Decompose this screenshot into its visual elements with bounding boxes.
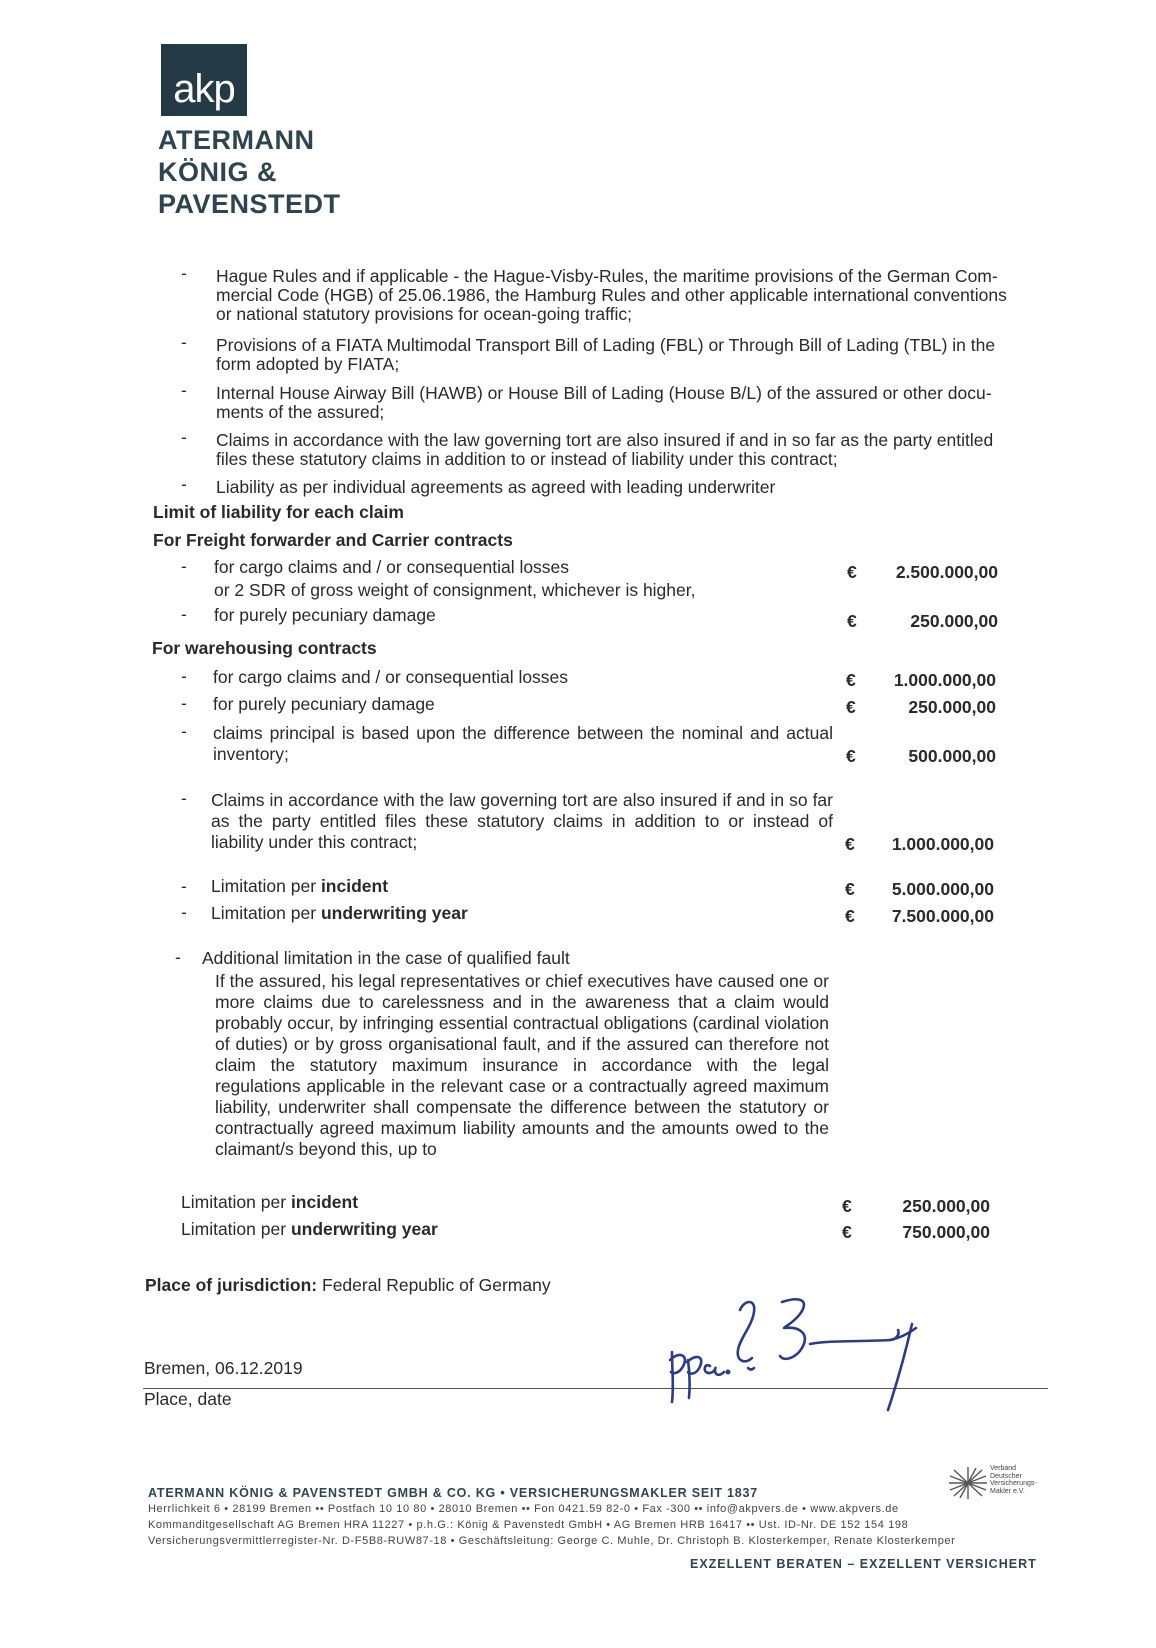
footer-management: Versicherungsvermittlerregister-Nr. D-F5B8-RUW87-18 • Geschäftsleitung: George C. Muhle, Dr. Christoph B. Klosterkemper, Renate Klosterkemper bbox=[148, 1535, 956, 1547]
bullet-dash: - bbox=[181, 474, 187, 494]
amount: 5.000.000,00 bbox=[891, 879, 994, 899]
limitation-prefix: Limitation per bbox=[181, 1219, 287, 1239]
bullet-dash: - bbox=[181, 876, 187, 896]
bullet-line: files these statutory claims in addition to or instead of liability under this contract; bbox=[216, 449, 838, 469]
bullet-dash: - bbox=[181, 427, 187, 447]
handwritten-signature bbox=[660, 1290, 960, 1420]
association-line: Makler e.V. bbox=[990, 1487, 1025, 1495]
freight-item-line: for cargo claims and / or consequential losses bbox=[214, 557, 570, 577]
bullet-line: Internal House Airway Bill (HAWB) or House Bill of Lading (House B/L) of the assured or other docu- bbox=[216, 383, 992, 403]
logo-mark: akp bbox=[173, 67, 235, 111]
warehouse-item-text: for purely pecuniary damage bbox=[213, 694, 435, 714]
bullet-line: form adopted by FIATA; bbox=[216, 354, 400, 374]
bullet-line: Claims in accordance with the law governing tort are also insured if and in so far as the party entitled bbox=[216, 430, 994, 450]
association-line: Versicherungs- bbox=[990, 1480, 1037, 1487]
warehouse-item-text: Claims in accordance with the law governing tort are also insured if and in so far as the party entitled files these statutory claims in addition to or instead of liability under this contract; bbox=[211, 790, 833, 852]
euro-symbol: € bbox=[846, 670, 856, 690]
bullet-dash: - bbox=[181, 693, 187, 713]
bullet-dash: - bbox=[175, 947, 181, 967]
logo-name-line: PAVENSTEDT bbox=[158, 189, 341, 219]
limitation-bold: incident bbox=[320, 876, 389, 896]
limitation-year bbox=[211, 903, 468, 923]
bullet-dash: - bbox=[181, 902, 187, 922]
limitation-incident bbox=[211, 876, 388, 896]
footer-address: Herrlichkeit 6 • 28199 Bremen •• Postfach 10 10 80 • 28010 Bremen •• Fon 0421.59 82-0 • Fax -300 •• info@akpvers.de • www.akpvers.de bbox=[148, 1503, 899, 1515]
amount: 7.500.000,00 bbox=[891, 906, 994, 926]
bullet-line: or national statutory provisions for ocean-going traffic; bbox=[216, 304, 633, 324]
limitation-bold: underwriting year bbox=[290, 1219, 438, 1239]
signature-prefix bbox=[999, 1600, 1001, 1620]
bullet-line: Hague Rules and if applicable - the Hague-Visby-Rules, the maritime provisions of the German Com- bbox=[216, 266, 998, 286]
jurisdiction-value: Federal Republic of Germany bbox=[322, 1275, 551, 1295]
amount: 1.000.000,00 bbox=[891, 834, 994, 854]
euro-symbol: € bbox=[846, 746, 856, 766]
euro-symbol: € bbox=[846, 697, 856, 717]
euro-symbol: € bbox=[845, 834, 855, 854]
footer-company: ATERMANN KÖNIG & PAVENSTEDT GMBH & CO. KG • VERSICHERUNGSMAKLER SEIT 1837 bbox=[148, 1486, 759, 1500]
bullet-dash: - bbox=[181, 332, 187, 352]
euro-symbol: € bbox=[847, 611, 857, 631]
freight-heading: For Freight forwarder and Carrier contracts bbox=[153, 530, 513, 550]
warehouse-item-text: claims principal is based upon the difference between the nominal and actual inventory; bbox=[213, 723, 833, 764]
euro-symbol: € bbox=[845, 879, 855, 899]
euro-symbol: € bbox=[842, 1196, 852, 1216]
bullet-dash: - bbox=[181, 666, 187, 686]
bullet-dash: - bbox=[181, 788, 187, 808]
amount: 250.000,00 bbox=[910, 611, 998, 631]
freight-item-line: or 2 SDR of gross weight of consignment, whichever is higher, bbox=[214, 580, 696, 600]
fault-limitation-year bbox=[181, 1219, 438, 1239]
association-logo-icon bbox=[948, 1466, 988, 1500]
amount: 500.000,00 bbox=[908, 746, 996, 766]
bullet-line: Liability as per individual agreements as agreed with leading underwriter bbox=[216, 477, 776, 497]
bullet-dash: - bbox=[181, 721, 187, 741]
logo-company-name bbox=[158, 124, 341, 220]
qualified-fault-title: Additional limitation in the case of qualified fault bbox=[202, 948, 570, 968]
bullet-line: Provisions of a FIATA Multimodal Transport Bill of Lading (FBL) or Through Bill of Lading (TBL) in the bbox=[216, 335, 996, 355]
bullet-dash: - bbox=[181, 604, 187, 624]
logo-name-line: KÖNIG & bbox=[158, 157, 278, 187]
limitation-prefix: Limitation per bbox=[181, 1192, 287, 1212]
euro-symbol: € bbox=[847, 562, 857, 582]
footer-slogan: EXZELLENT BERATEN – EXZELLENT VERSICHERT bbox=[690, 1557, 1037, 1571]
footer-registry: Kommanditgesellschaft AG Bremen HRA 11227 • p.h.G.: König & Pavenstedt GmbH • AG Bremen HRB 16417 •• Ust. ID-Nr. DE 152 154 198 bbox=[148, 1519, 909, 1531]
limitation-bold: underwriting year bbox=[320, 903, 468, 923]
limitation-prefix: Limitation per bbox=[211, 903, 317, 923]
amount: 2.500.000,00 bbox=[895, 562, 998, 582]
akp-logo bbox=[161, 44, 247, 116]
limitation-prefix: Limitation per bbox=[211, 876, 317, 896]
association-line: Deutscher bbox=[990, 1472, 1022, 1480]
fault-limitation-incident bbox=[181, 1192, 358, 1212]
place-date-value: Bremen, 06.12.2019 bbox=[144, 1358, 303, 1378]
bullet-dash: - bbox=[181, 380, 187, 400]
jurisdiction-label: Place of jurisdiction: bbox=[145, 1275, 318, 1295]
limitation-bold: incident bbox=[290, 1192, 359, 1212]
limit-heading: Limit of liability for each claim bbox=[153, 502, 404, 522]
logo-name-line: ATERMANN bbox=[158, 125, 315, 155]
amount: 750.000,00 bbox=[902, 1222, 990, 1242]
bullet-line: mercial Code (HGB) of 25.06.1986, the Hamburg Rules and other applicable international conventions bbox=[216, 285, 1007, 305]
bullet-dash: - bbox=[181, 263, 187, 283]
jurisdiction bbox=[145, 1275, 551, 1295]
euro-symbol: € bbox=[845, 906, 855, 926]
warehousing-heading: For warehousing contracts bbox=[152, 638, 377, 658]
association-line: Verband bbox=[990, 1465, 1017, 1472]
amount: 250.000,00 bbox=[908, 697, 996, 717]
amount: 1.000.000,00 bbox=[893, 670, 996, 690]
association-name bbox=[990, 1465, 1037, 1495]
qualified-fault-body: If the assured, his legal representatives or chief executives have caused one or more claims due to carelessness and in the awareness that a claim would probably occur, by infringing essential contractual obligations (cardinal violation of duties) or by gross organisational fault, and if the assured can therefore not claim the statutory maximum insurance in accordance with the legal regulations applicable in the relevant case or a contractually agreed maximum liability, underwriter shall compensate the difference between the statutory or contractually agreed maximum liability amounts and the amounts owed to the claimant/s beyond this, up to bbox=[215, 971, 829, 1159]
amount: 250.000,00 bbox=[902, 1196, 990, 1216]
place-date-label: Place, date bbox=[144, 1389, 232, 1409]
euro-symbol: € bbox=[842, 1222, 852, 1242]
bullet-dash: - bbox=[181, 556, 187, 576]
freight-item-line: for purely pecuniary damage bbox=[214, 605, 436, 625]
bullet-line: ments of the assured; bbox=[216, 402, 385, 422]
warehouse-item-text: for cargo claims and / or consequential losses bbox=[213, 667, 569, 687]
